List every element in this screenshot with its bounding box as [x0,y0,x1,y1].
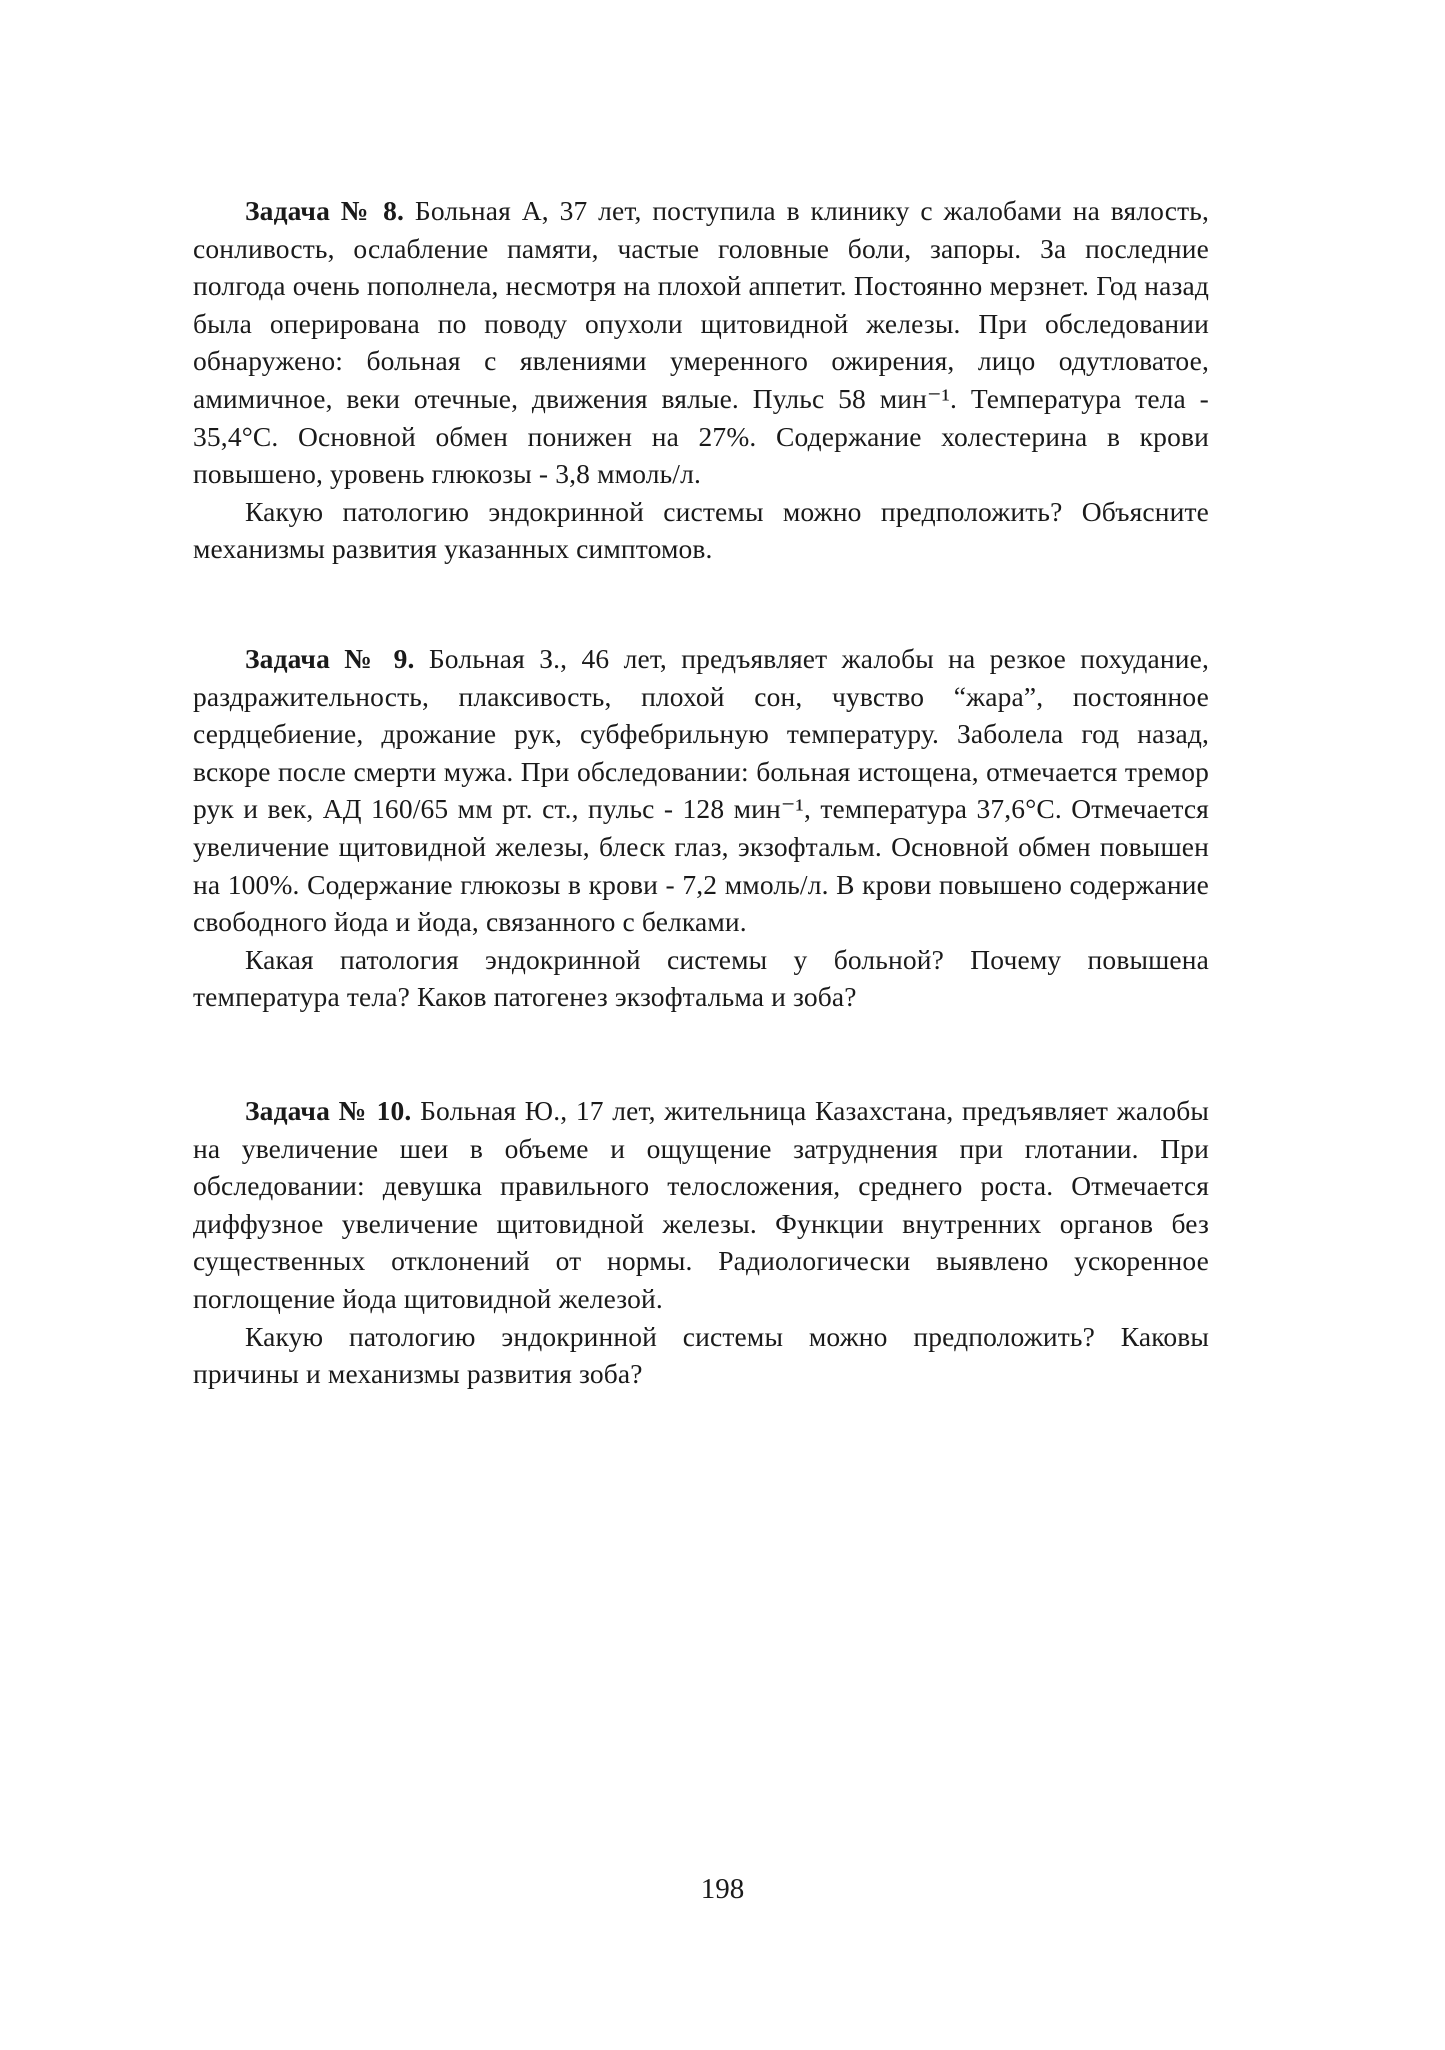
task-9-paragraph [193,640,1209,941]
task-9-title: Задача № 9. [245,643,415,674]
task-9-body: Больная З., 46 лет, предъявляет жалобы на резкое похудание, раздражительность, плаксивость, плохой сон, чувство “жара”, постоянное сердцебиение, дрожание рук, субфебрильную температуру. Заболела год назад, вскоре после смерти мужа. При обследовании: больная истощена, отмечается тремор рук и век, АД 160/65 мм рт. ст., пульс - 128 мин⁻¹, температура 37,6°С. Отмечается увеличение щитовидной железы, блеск глаз, экзофтальм. Основной обмен повышен на 100%. Содержание глюкозы в крови - 7,2 ммоль/л. В крови повышено содержание свободного йода и йода, связанного с белками. [193,643,1209,938]
task-10-paragraph [193,1092,1209,1318]
task-8 [193,192,1209,568]
task-8-question: Какую патологию эндокринной системы можно предположить? Объясните механизмы развития указанных симптомов. [193,495,1209,565]
task-10-question: Какую патологию эндокринной системы можно предположить? Каковы причины и механизмы развития зоба? [193,1320,1209,1390]
task-10-body: Больная Ю., 17 лет, жительница Казахстана, предъявляет жалобы на увеличение шеи в объеме и ощущение затруднения при глотании. При обследовании: девушка правильного телосложения, среднего роста. Отмечается диффузное увеличение щитовидной железы. Функции внутренних органов без существенных отклонений от нормы. Радиологически выявлено ускоренное поглощение йода щитовидной железой. [193,1095,1209,1314]
task-10 [193,1092,1209,1393]
page-number: 198 [700,1873,745,1905]
task-8-body: Больная А, 37 лет, поступила в клинику с жалобами на вялость, сонливость, ослабление памяти, частые головные боли, запоры. За последние полгода очень пополнела, несмотря на плохой аппетит. Постоянно мерзнет. Год назад была оперирована по поводу опухоли щитовидной железы. При обследовании обнаружено: больная с явлениями умеренного ожирения, лицо одутловатое, амимичное, веки отечные, движения вялые. Пульс 58 мин⁻¹. Температура тела - 35,4°С. Основной обмен понижен на 27%. Содержание холестерина в крови повышено, уровень глюкозы - 3,8 ммоль/л. [193,195,1210,490]
task-9 [193,640,1209,1016]
task-8-title: Задача № 8. [245,195,405,226]
task-9-question: Какая патология эндокринной системы у больной? Почему повышена температура тела? Каков патогенез экзофтальма и зоба? [193,943,1209,1013]
task-10-title: Задача № 10. [245,1095,412,1126]
task-8-paragraph [193,192,1209,493]
